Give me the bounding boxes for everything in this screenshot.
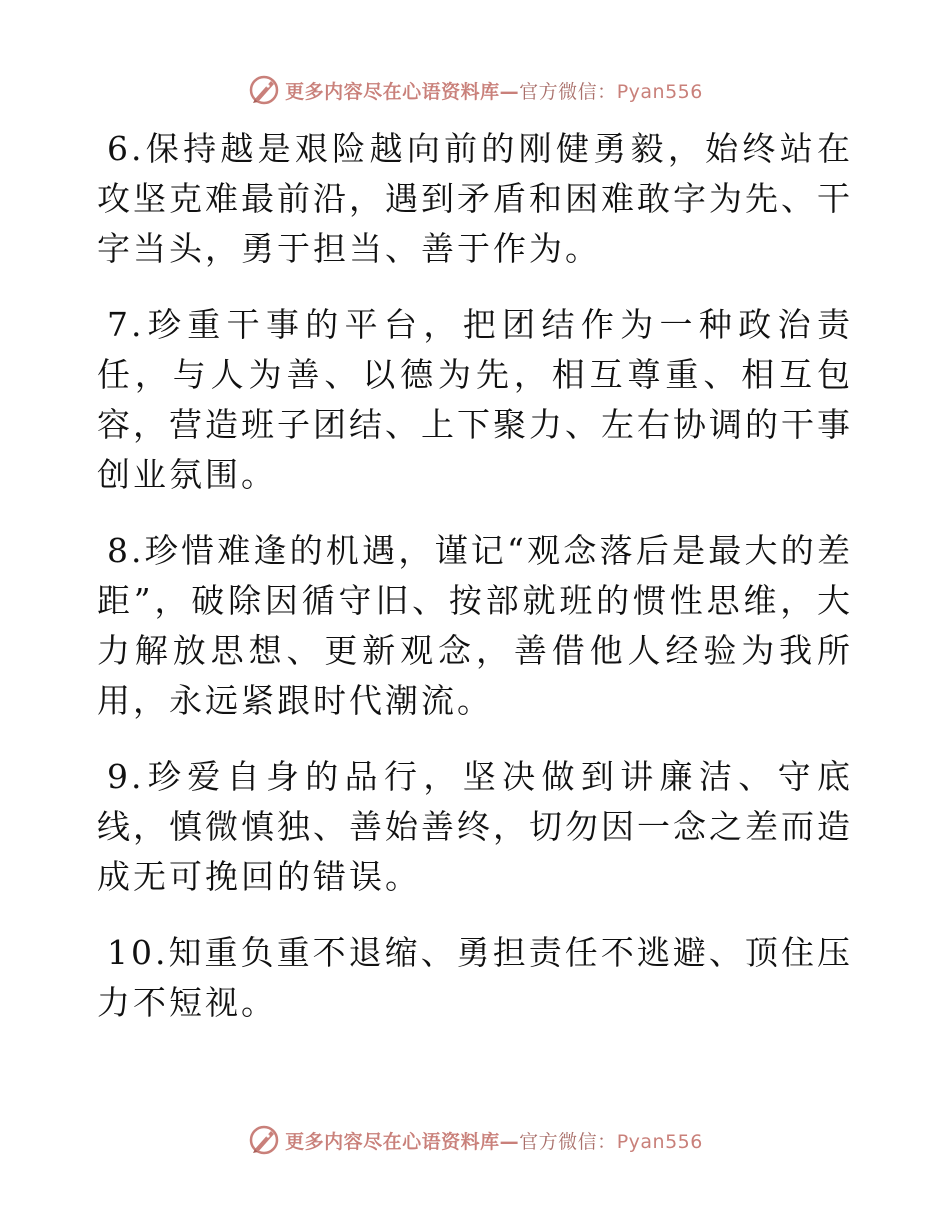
quill-pen-logo-icon <box>247 1123 281 1157</box>
footer-banner-wechat-id: Pyan556 <box>616 1130 703 1153</box>
paragraph-text: 珍爱自身的品行，坚决做到讲廉洁、守底线，慎微慎独、善始善终，切勿因一念之差而造成无可挽回的错误。 <box>97 757 853 896</box>
header-banner-official: 官方微信： <box>519 80 617 103</box>
paragraph-9 <box>97 752 853 902</box>
paragraph-text: 珍重干事的平台，把团结作为一种政治责任，与人为善、以德为先，相互尊重、相互包容，营造班子团结、上下聚力、左右协调的干事创业氛围。 <box>97 305 853 494</box>
quill-pen-logo-icon <box>247 73 281 107</box>
paragraph-number: 6. <box>107 129 145 168</box>
paragraph-number: 8. <box>107 531 145 570</box>
paragraph-text: 珍惜难逢的机遇，谨记“观念落后是最大的差距”，破除因循守旧、按部就班的惯性思维，大力解放思想、更新观念，善借他人经验为我所用，永远紧跟时代潮流。 <box>97 531 853 720</box>
header-banner-site: 更多内容尽在心语资料库 <box>285 80 500 103</box>
paragraph-6 <box>97 124 853 274</box>
paragraph-number: 7. <box>107 305 145 344</box>
footer-banner-dash: — <box>499 1130 520 1153</box>
header-banner-wechat-id: Pyan556 <box>616 80 703 103</box>
paragraph-8 <box>97 526 853 726</box>
header-banner <box>0 70 950 110</box>
paragraph-10 <box>97 928 853 1028</box>
header-banner-dash: — <box>499 80 520 103</box>
header-banner-text <box>285 77 703 104</box>
paragraph-text: 保持越是艰险越向前的刚健勇毅，始终站在攻坚克难最前沿，遇到矛盾和困难敢字为先、干字当头，勇于担当、善于作为。 <box>97 129 853 268</box>
paragraph-7 <box>97 300 853 500</box>
footer-banner-site: 更多内容尽在心语资料库 <box>285 1130 500 1153</box>
paragraph-number: 9. <box>107 757 145 796</box>
paragraph-number: 10. <box>107 933 169 972</box>
footer-banner-text <box>285 1127 703 1154</box>
document-body <box>97 124 853 1054</box>
footer-banner <box>0 1120 950 1160</box>
paragraph-text: 知重负重不退缩、勇担责任不逃避、顶住压力不短视。 <box>97 933 853 1022</box>
footer-banner-official: 官方微信： <box>519 1130 617 1153</box>
